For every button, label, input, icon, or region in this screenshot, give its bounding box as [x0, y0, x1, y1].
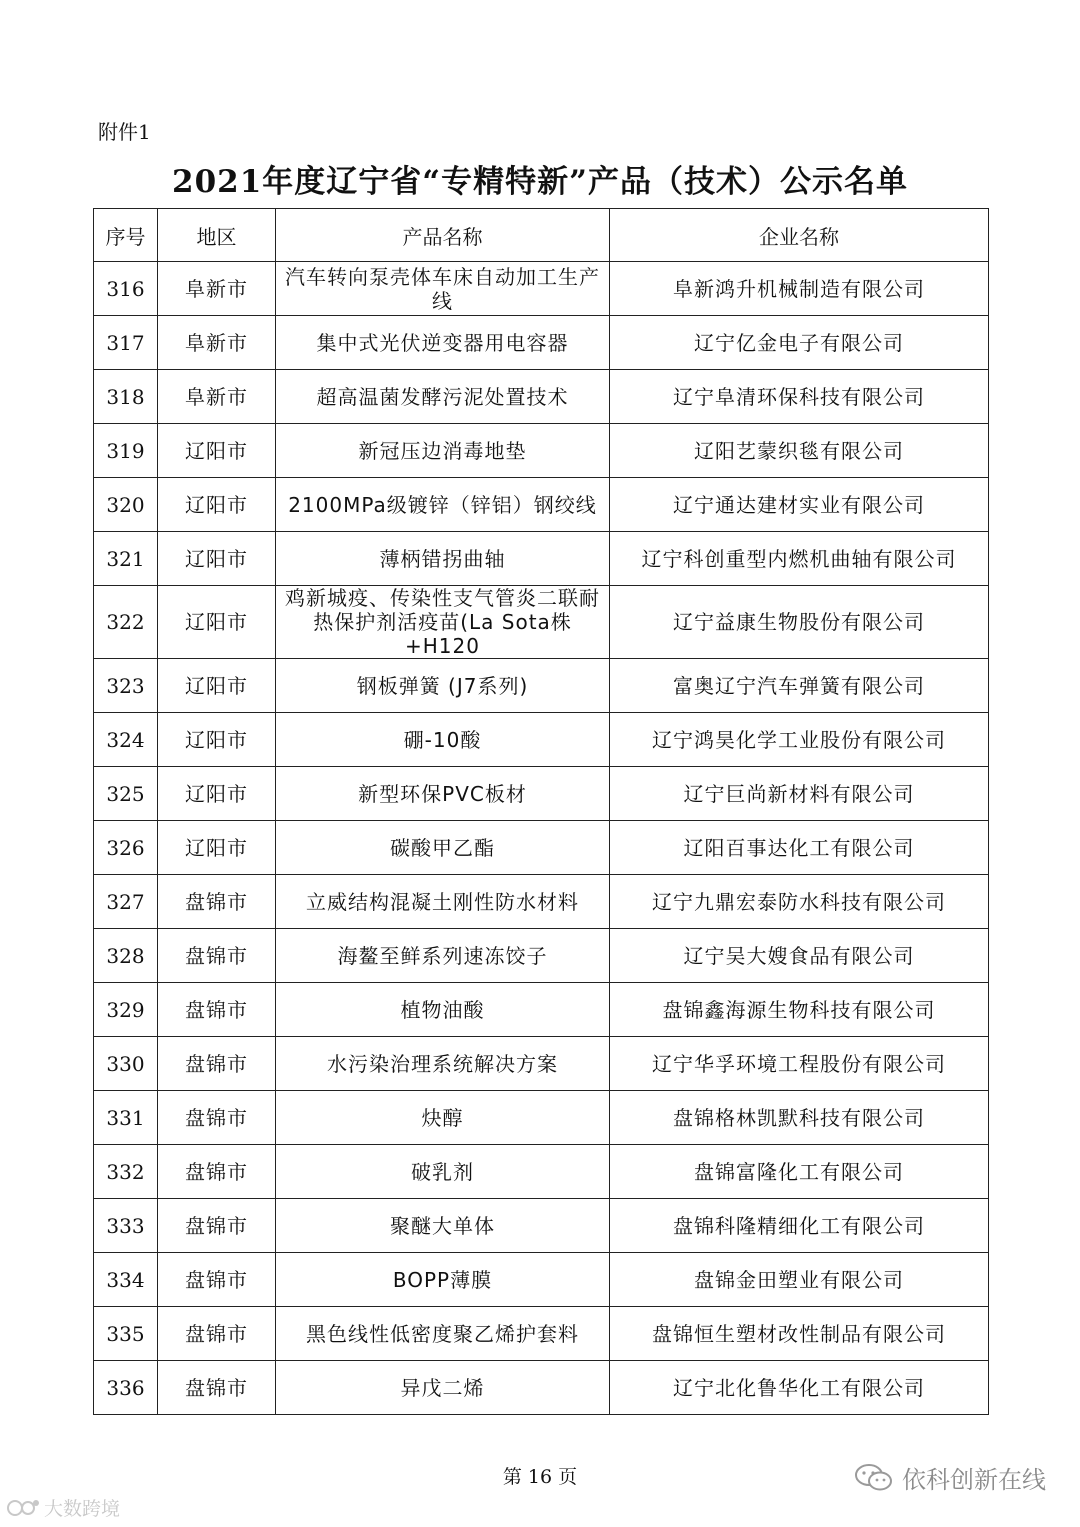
- watermark-right: [854, 1460, 1046, 1495]
- cell-area: 辽阳市: [158, 586, 276, 659]
- cell-product: 立威结构混凝土刚性防水材料: [276, 875, 610, 929]
- cell-area: 盘锦市: [158, 1091, 276, 1145]
- cell-product: 汽车转向泵壳体车床自动加工生产线: [276, 262, 610, 316]
- cell-no: 327: [94, 875, 158, 929]
- cell-product: 2100MPa级镀锌（锌铝）钢绞线: [276, 478, 610, 532]
- cell-company: 盘锦鑫海源生物科技有限公司: [610, 983, 989, 1037]
- watermark-right-text: 依科创新在线: [902, 1466, 1046, 1494]
- logo-icon: [6, 1497, 40, 1519]
- cell-product: 新型环保PVC板材: [276, 767, 610, 821]
- cell-company: 盘锦金田塑业有限公司: [610, 1253, 989, 1307]
- cell-no: 331: [94, 1091, 158, 1145]
- cell-product: 破乳剂: [276, 1145, 610, 1199]
- cell-area: 盘锦市: [158, 983, 276, 1037]
- table-row: [94, 1199, 989, 1253]
- table-row: [94, 586, 989, 659]
- cell-company: 阜新鸿升机械制造有限公司: [610, 262, 989, 316]
- cell-area: 盘锦市: [158, 1199, 276, 1253]
- cell-company: 辽宁北化鲁华化工有限公司: [610, 1361, 989, 1415]
- watermark-left: [6, 1494, 120, 1521]
- header-area: 地区: [158, 209, 276, 262]
- cell-no: 318: [94, 370, 158, 424]
- cell-product: 薄柄错拐曲轴: [276, 532, 610, 586]
- cell-company: 辽宁科创重型内燃机曲轴有限公司: [610, 532, 989, 586]
- wechat-icon: [854, 1462, 894, 1494]
- cell-no: 326: [94, 821, 158, 875]
- cell-no: 334: [94, 1253, 158, 1307]
- cell-no: 321: [94, 532, 158, 586]
- cell-area: 辽阳市: [158, 424, 276, 478]
- cell-no: 328: [94, 929, 158, 983]
- cell-company: 辽宁亿金电子有限公司: [610, 316, 989, 370]
- cell-product: 异戊二烯: [276, 1361, 610, 1415]
- table-row: [94, 1361, 989, 1415]
- table-row: [94, 1037, 989, 1091]
- table-row: [94, 821, 989, 875]
- cell-no: 332: [94, 1145, 158, 1199]
- cell-area: 阜新市: [158, 370, 276, 424]
- cell-area: 辽阳市: [158, 713, 276, 767]
- cell-no: 322: [94, 586, 158, 659]
- cell-company: 盘锦科隆精细化工有限公司: [610, 1199, 989, 1253]
- table-row: [94, 370, 989, 424]
- cell-no: 320: [94, 478, 158, 532]
- cell-no: 329: [94, 983, 158, 1037]
- cell-no: 319: [94, 424, 158, 478]
- cell-company: 盘锦恒生塑材改性制品有限公司: [610, 1307, 989, 1361]
- cell-product: BOPP薄膜: [276, 1253, 610, 1307]
- table-row: [94, 659, 989, 713]
- cell-company: 盘锦格林凯默科技有限公司: [610, 1091, 989, 1145]
- table-row: [94, 478, 989, 532]
- cell-company: 富奥辽宁汽车弹簧有限公司: [610, 659, 989, 713]
- product-table: [93, 208, 989, 1415]
- cell-area: 辽阳市: [158, 478, 276, 532]
- table-row: [94, 1307, 989, 1361]
- cell-no: 323: [94, 659, 158, 713]
- cell-no: 325: [94, 767, 158, 821]
- cell-product: 水污染治理系统解决方案: [276, 1037, 610, 1091]
- cell-no: 336: [94, 1361, 158, 1415]
- cell-product: 钢板弹簧 (J7系列): [276, 659, 610, 713]
- cell-area: 盘锦市: [158, 1307, 276, 1361]
- table-row: [94, 424, 989, 478]
- table-row: [94, 929, 989, 983]
- cell-company: 盘锦富隆化工有限公司: [610, 1145, 989, 1199]
- header-no: 序号: [94, 209, 158, 262]
- page-number: 第 16 页: [502, 1466, 578, 1488]
- header-product: 产品名称: [276, 209, 610, 262]
- table-row: [94, 1091, 989, 1145]
- cell-company: 辽宁吴大嫂食品有限公司: [610, 929, 989, 983]
- watermark-left-text: 大数跨境: [44, 1498, 121, 1520]
- table-row: [94, 532, 989, 586]
- cell-no: 324: [94, 713, 158, 767]
- cell-no: 316: [94, 262, 158, 316]
- cell-area: 辽阳市: [158, 821, 276, 875]
- cell-area: 盘锦市: [158, 929, 276, 983]
- attachment-label: 附件1: [98, 120, 151, 144]
- page-title: 2021年度辽宁省“专精特新”产品（技术）公示名单: [172, 164, 908, 200]
- cell-area: 盘锦市: [158, 1253, 276, 1307]
- table-row: [94, 316, 989, 370]
- cell-area: 辽阳市: [158, 659, 276, 713]
- table-row: [94, 875, 989, 929]
- table-row: [94, 767, 989, 821]
- cell-no: 335: [94, 1307, 158, 1361]
- cell-company: 辽阳艺蒙织毯有限公司: [610, 424, 989, 478]
- cell-no: 330: [94, 1037, 158, 1091]
- cell-product: 聚醚大单体: [276, 1199, 610, 1253]
- cell-no: 333: [94, 1199, 158, 1253]
- header-company: 企业名称: [610, 209, 989, 262]
- cell-product: 植物油酸: [276, 983, 610, 1037]
- cell-area: 辽阳市: [158, 767, 276, 821]
- cell-area: 辽阳市: [158, 532, 276, 586]
- cell-company: 辽宁鸿昊化学工业股份有限公司: [610, 713, 989, 767]
- cell-company: 辽宁巨尚新材料有限公司: [610, 767, 989, 821]
- cell-product: 硼-10酸: [276, 713, 610, 767]
- cell-no: 317: [94, 316, 158, 370]
- table-row: [94, 1253, 989, 1307]
- cell-area: 盘锦市: [158, 875, 276, 929]
- cell-area: 盘锦市: [158, 1037, 276, 1091]
- cell-product: 黑色线性低密度聚乙烯护套料: [276, 1307, 610, 1361]
- table-header-row: [94, 209, 989, 262]
- cell-company: 辽宁益康生物股份有限公司: [610, 586, 989, 659]
- cell-product: 碳酸甲乙酯: [276, 821, 610, 875]
- cell-area: 阜新市: [158, 262, 276, 316]
- table-row: [94, 1145, 989, 1199]
- cell-product: 新冠压边消毒地垫: [276, 424, 610, 478]
- cell-area: 阜新市: [158, 316, 276, 370]
- table-row: [94, 713, 989, 767]
- cell-product: 集中式光伏逆变器用电容器: [276, 316, 610, 370]
- cell-product: 海鳌至鲜系列速冻饺子: [276, 929, 610, 983]
- cell-product: 超高温菌发酵污泥处置技术: [276, 370, 610, 424]
- cell-company: 辽宁华孚环境工程股份有限公司: [610, 1037, 989, 1091]
- cell-company: 辽阳百事达化工有限公司: [610, 821, 989, 875]
- cell-area: 盘锦市: [158, 1145, 276, 1199]
- cell-company: 辽宁通达建材实业有限公司: [610, 478, 989, 532]
- cell-product: 炔醇: [276, 1091, 610, 1145]
- table-row: [94, 262, 989, 316]
- table-row: [94, 983, 989, 1037]
- cell-company: 辽宁九鼎宏泰防水科技有限公司: [610, 875, 989, 929]
- cell-company: 辽宁阜清环保科技有限公司: [610, 370, 989, 424]
- cell-product: 鸡新城疫、传染性支气管炎二联耐热保护剂活疫苗(La Sota株+H120: [276, 586, 610, 659]
- cell-area: 盘锦市: [158, 1361, 276, 1415]
